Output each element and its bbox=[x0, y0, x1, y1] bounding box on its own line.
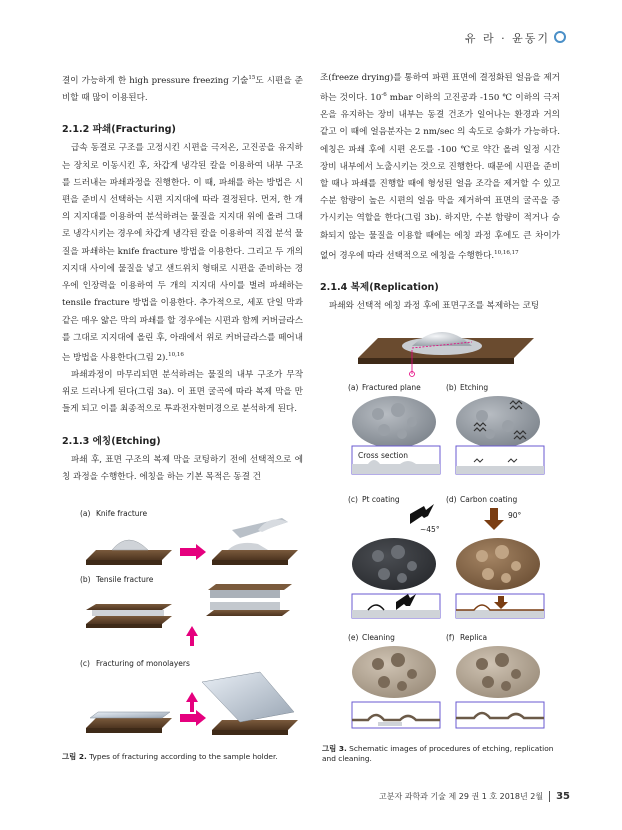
running-header bbox=[465, 30, 566, 46]
fig3-tag-b: (b) bbox=[446, 383, 457, 392]
figure-2-caption: 그림 2. Types of fracturing according to the sample holder. bbox=[62, 752, 278, 761]
fig3-disk-b bbox=[456, 396, 540, 448]
fig2-arrow-right-2-icon bbox=[180, 710, 206, 726]
right-column bbox=[320, 70, 560, 315]
knife-fracture-before bbox=[86, 540, 172, 565]
fig3-disk-c bbox=[352, 538, 436, 590]
header-circle-icon bbox=[554, 31, 566, 43]
page-footer bbox=[379, 791, 570, 802]
fig2-arrow-right-icon bbox=[180, 544, 206, 560]
footer-journal: 고분자 과학과 기술 제 29 권 1 호 2018년 2월 bbox=[379, 792, 544, 801]
fig3-disk-e bbox=[352, 646, 436, 698]
fig3-label-cleaning: Cleaning bbox=[362, 633, 395, 642]
fig3-label-pt-coating: Pt coating bbox=[362, 495, 400, 504]
fig2-tag-a: (a) bbox=[80, 509, 91, 518]
fig3-disk-a bbox=[352, 396, 436, 448]
figure-3-diagram bbox=[338, 318, 560, 738]
etching-continued-paragraph: 조(freeze drying)를 통하여 파편 표면에 결정화된 얼음을 제거하는 것이다. $10^{-6}$ mbar 이하의 고진공과 -150 ℃ 이하의 극저온을 유지하는 장비 내부는 동결 건조가 일어나는 환경과 거의 같고 이 때에 얼음분자는 2 nm/sec 의 속도로 승화가 가능하다. 에칭은 파쇄 후에 시편 온도를 -100 ℃로 약간 올려 일정 시간 장비 내부에서 노출시키는 것으로 진행한다. 때문에 시편을 준비할 때나 파쇄를 진행할 때에 형성된 얼음 조각을 제거할 수 있고 수분 함량이 높은 시편의 얼음 막을 제거하여 표면의 굴곡을 증가시키는 역할을 한다(그림 3b). 하지만, 수분 함량이 적거나 승화되지 않는 물질을 이용할 때에는 에칭 과정 후에도 큰 차이가 없어 경우에 따라 선택적으로 에칭을 수행한다.$^{10,16,17}$ bbox=[320, 73, 561, 261]
fig3-cross-section-ef bbox=[352, 702, 544, 728]
fig2-label-tensile: Tensile fracture bbox=[96, 575, 154, 584]
figure-3-caption: 그림 3. Schematic images of procedures of etching, replication and cleaning. bbox=[322, 744, 554, 763]
fig3-tag-d: (d) bbox=[446, 495, 457, 504]
fig3-arrow-45-icon bbox=[410, 504, 434, 524]
fig3-tag-e: (e) bbox=[348, 633, 359, 642]
etching-paragraph: 파쇄 후, 표면 구조의 복제 막을 코팅하기 전에 선택적으로 에칭 과정을 수행한다. 에칭을 하는 기본 목적은 동결 건 bbox=[62, 454, 303, 482]
fig3-angle-90: 90° bbox=[508, 511, 522, 520]
heading-etching: 2.1.3 에칭(Etching) bbox=[62, 435, 161, 447]
fig3-arrow-90-icon bbox=[484, 508, 504, 530]
fig3-tag-f: (f) bbox=[446, 633, 455, 642]
fig3-label-etching: Etching bbox=[460, 383, 489, 392]
tensile-fracture-after bbox=[206, 584, 292, 616]
fig2-label-knife: Knife fracture bbox=[96, 509, 148, 518]
fig3-tag-a: (a) bbox=[348, 383, 359, 392]
page-number: 35 bbox=[549, 791, 570, 802]
fig2-arrow-up-icon bbox=[186, 626, 198, 646]
fig3-tag-c: (c) bbox=[348, 495, 358, 504]
heading-replication: 2.1.4 복제(Replication) bbox=[320, 281, 439, 293]
fig2-tag-c: (c) bbox=[80, 659, 90, 668]
monolayer-fracture-after bbox=[202, 672, 298, 735]
fig3-cross-section-cd bbox=[352, 594, 544, 618]
fig3-label-carbon: Carbon coating bbox=[460, 495, 518, 504]
figure-2-diagram bbox=[62, 500, 312, 750]
tensile-fracture-before bbox=[86, 604, 172, 628]
fig3-label-replica: Replica bbox=[460, 633, 488, 642]
fracturing-paragraph-2: 파쇄과정이 마무리되면 분석하려는 물질의 내부 구조가 무작위로 드러나게 된다(그림 3a). 이 표면 굴곡에 따라 복제 막을 만들게 되고 이를 최종적으로 투과전자현미경으로 분석하게 된다. bbox=[62, 369, 303, 415]
knife-fracture-after bbox=[212, 518, 298, 565]
fig3-label-cross-section: Cross section bbox=[358, 451, 408, 460]
heading-fracturing: 2.1.2 파쇄(Fracturing) bbox=[62, 124, 176, 136]
monolayer-fracture-before bbox=[86, 712, 172, 733]
fig3-disk-d bbox=[456, 538, 540, 590]
fig3-angle-45: ~45° bbox=[420, 525, 440, 534]
header-authors: 유 라 · 윤동기 bbox=[464, 32, 550, 45]
left-column bbox=[62, 70, 303, 486]
fig2-arrow-up-2-icon bbox=[186, 692, 198, 712]
fracturing-paragraph: 급속 동결로 구조를 고정시킨 시편을 극저온, 고진공을 유지하는 장치로 이동시킨 후, 차갑게 냉각된 칼을 이용하여 내부 구조를 드러내는 파쇄과정을 진행한다. 이 때, 파쇄를 하는 방법은 시편을 준비시 선택하는 시편 지지대에 따라 결정된다. 먼저, 한 개의 지지대를 이용하여 분석하려는 물질을 지지대 위에 올려 그대로 냉각시키는 경우에 차갑게 냉각된 칼을 이용하여 직접 분석 물질을 파쇄하는 knife fracture 방법을 이용한다. 그리고 두 개의 지지대 사이에 물질을 넣고 샌드위치 형태로 시편을 준비하는 경우에 인장력을 이용하여 두 개의 지지대 사이를 벌려 파쇄하는 tensile fracture 방법을 이용한다. 추가적으로, 세포 단일 막과 같은 매우 얇은 막의 파쇄를 할 경우에는 시편과 함께 커버글라스를 그대로 지지대에 올린 후, 아래에서 위로 커버글라스를 떼어내는 방법을 사용한다(그림 2).$^{10,16}$ bbox=[62, 143, 303, 363]
fig3-label-fractured: Fractured plane bbox=[362, 383, 421, 392]
fig2-tag-b: (b) bbox=[80, 575, 91, 584]
fig2-label-monolayers: Fracturing of monolayers bbox=[96, 659, 190, 668]
intro-paragraph: 결이 가능하게 한 high pressure freezing 기술$^{15}$도 시편을 준비할 때 많이 이용된다. bbox=[62, 75, 303, 104]
fig3-disk-f bbox=[456, 646, 540, 698]
fig3-fractured-holder bbox=[358, 332, 534, 377]
replication-paragraph: 파쇄와 선택적 에칭 과정 후에 표면구조를 복제하는 코팅 bbox=[329, 301, 540, 312]
